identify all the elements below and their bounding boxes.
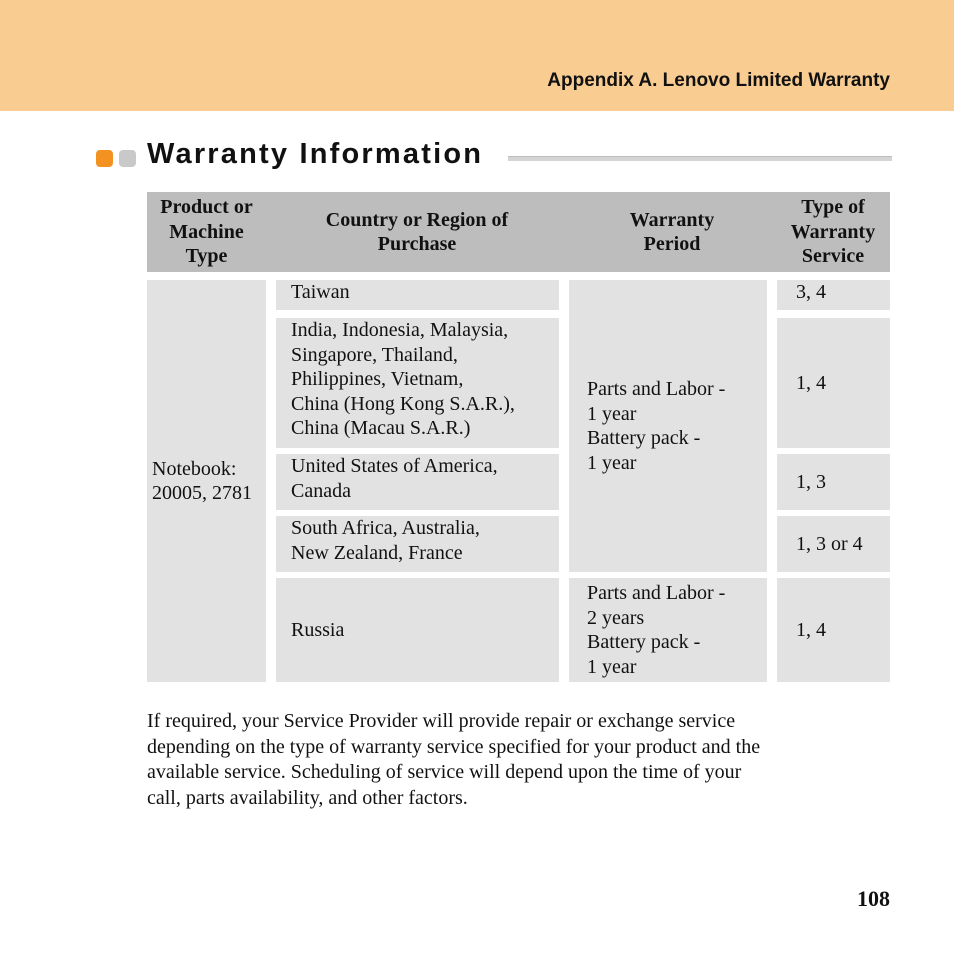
grey-square-icon — [119, 150, 136, 167]
chapter-title: Appendix A. Lenovo Limited Warranty — [547, 70, 890, 91]
service-cell: 1, 4 — [777, 578, 890, 682]
period-cell: Parts and Labor - 1 year Battery pack - 1 year — [569, 280, 767, 572]
country-cell: United States of America, Canada — [276, 454, 559, 510]
body-paragraph: If required, your Service Provider will provide repair or exchange service depending on the type of warranty service specified for your product and the available service. Scheduling of service will depend upon the time of your call, parts availability, and other factors. — [147, 710, 761, 809]
header-country: Country or Region of Purchase — [266, 192, 568, 272]
header-band — [0, 0, 954, 111]
country-cell: Taiwan — [276, 280, 559, 310]
country-cell: India, Indonesia, Malaysia, Singapore, Thailand, Philippines, Vietnam, China (Hong Kong S.A.R.), China (Macau S.A.R.) — [276, 318, 559, 448]
header-product: Product or Machine Type — [147, 192, 266, 272]
section-heading — [96, 138, 892, 178]
section-rule — [508, 156, 892, 161]
product-cell: Notebook: 20005, 2781 — [147, 280, 266, 682]
service-cell: 3, 4 — [777, 280, 890, 310]
country-cell: Russia — [276, 578, 559, 682]
page-number: 108 — [857, 886, 890, 911]
header-period: Warranty Period — [568, 192, 776, 272]
service-cell: 1, 3 — [777, 454, 890, 510]
service-cell: 1, 3 or 4 — [777, 516, 890, 572]
orange-square-icon — [96, 150, 113, 167]
section-title: Warranty Information — [147, 138, 484, 170]
service-cell: 1, 4 — [777, 318, 890, 448]
period-cell: Parts and Labor - 2 years Battery pack - 1 year — [569, 578, 767, 682]
country-cell: South Africa, Australia, New Zealand, France — [276, 516, 559, 572]
header-service: Type of Warranty Service — [776, 192, 890, 272]
